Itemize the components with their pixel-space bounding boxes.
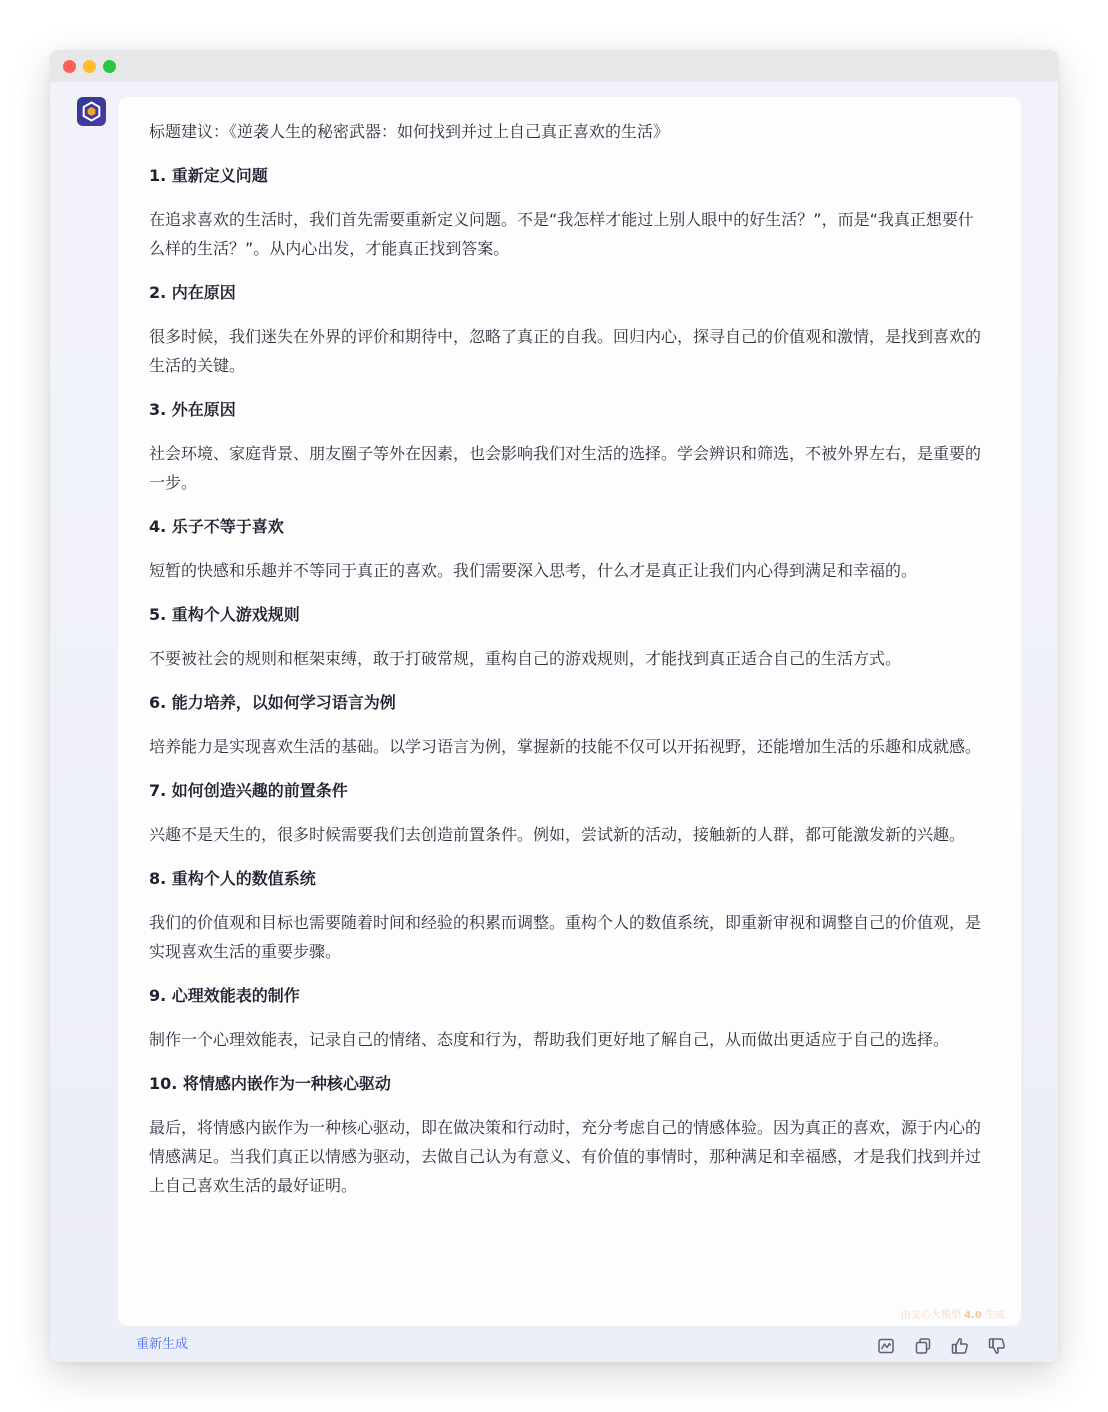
section-2 — [149, 278, 984, 380]
section-heading: 1. 重新定义问题 — [149, 166, 268, 185]
section-heading: 4. 乐子不等于喜欢 — [149, 517, 284, 536]
message-content — [149, 117, 984, 1215]
section-text: 社会环境、家庭背景、朋友圈子等外在因素，也会影响我们对生活的选择。学会辨识和筛选，不被外界左右，是重要的一步。 — [149, 444, 982, 492]
section-5 — [149, 600, 984, 673]
section-heading: 6. 能力培养，以如何学习语言为例 — [149, 693, 396, 712]
section-10 — [149, 1069, 984, 1200]
section-6 — [149, 688, 984, 761]
app-window — [50, 50, 1058, 1362]
watermark-version: 4.0 — [964, 1310, 982, 1321]
section-text: 制作一个心理效能表，记录自己的情绪、态度和行为，帮助我们更好地了解自己，从而做出更适应于自己的选择。 — [149, 1030, 950, 1049]
section-text: 很多时候，我们迷失在外界的评价和期待中，忽略了真正的自我。回归内心，探寻自己的价值观和激情，是找到喜欢的生活的关键。 — [149, 327, 982, 375]
section-heading: 7. 如何创造兴趣的前置条件 — [149, 781, 348, 800]
ernie-bot-logo-icon — [77, 97, 106, 126]
section-heading: 10. 将情感内嵌作为一种核心驱动 — [149, 1074, 391, 1093]
close-window-button[interactable] — [63, 60, 76, 73]
section-heading: 9. 心理效能表的制作 — [149, 986, 300, 1005]
section-heading: 3. 外在原因 — [149, 400, 236, 419]
section-text: 不要被社会的规则和框架束缚，敢于打破常规，重构自己的游戏规则，才能找到真正适合自己的生活方式。 — [149, 649, 902, 668]
generated-by-watermark — [901, 1306, 1005, 1321]
section-text: 我们的价值观和目标也需要随着时间和经验的积累而调整。重构个人的数值系统，即重新审视和调整自己的价值观，是实现喜欢生活的重要步骤。 — [149, 913, 982, 961]
section-text: 兴趣不是天生的，很多时候需要我们去创造前置条件。例如，尝试新的活动，接触新的人群，都可能激发新的兴趣。 — [149, 825, 966, 844]
section-heading: 2. 内在原因 — [149, 283, 236, 302]
section-text: 最后，将情感内嵌作为一种核心驱动，即在做决策和行动时，充分考虑自己的情感体验。因为真正的喜欢，源于内心的情感满足。当我们真正以情感为驱动，去做自己认为有意义、有价值的事情时，那种满足和幸福感，才是我们找到并过上自己喜欢生活的最好证明。 — [149, 1118, 982, 1195]
watermark-prefix: 由文心大模型 — [900, 1310, 965, 1321]
section-heading: 8. 重构个人的数值系统 — [149, 869, 316, 888]
maximize-window-button[interactable] — [103, 60, 116, 73]
assistant-message-card — [118, 97, 1021, 1326]
section-text: 培养能力是实现喜欢生活的基础。以学习语言为例，掌握新的技能不仅可以开拓视野，还能增加生活的乐趣和成就感。 — [149, 737, 982, 756]
section-4 — [149, 512, 984, 585]
section-3 — [149, 395, 984, 497]
section-8 — [149, 864, 984, 966]
section-7 — [149, 776, 984, 849]
image-icon[interactable] — [876, 1336, 896, 1356]
minimize-window-button[interactable] — [83, 60, 96, 73]
watermark-suffix: 生成 — [981, 1310, 1005, 1321]
copy-icon[interactable] — [913, 1336, 933, 1356]
section-text: 短暂的快感和乐趣并不等同于真正的喜欢。我们需要深入思考，什么才是真正让我们内心得到满足和幸福的。 — [149, 561, 918, 580]
regenerate-button[interactable]: 重新生成 — [136, 1337, 189, 1352]
title-suggestion: 标题建议：《逆袭人生的秘密武器：如何找到并过上自己真正喜欢的生活》 — [149, 122, 670, 141]
thumbs-down-icon[interactable] — [987, 1336, 1007, 1356]
title-bar — [50, 50, 1058, 82]
section-1 — [149, 161, 984, 263]
thumbs-up-icon[interactable] — [950, 1336, 970, 1356]
section-heading: 5. 重构个人游戏规则 — [149, 605, 300, 624]
section-text: 在追求喜欢的生活时，我们首先需要重新定义问题。不是“我怎样才能过上别人眼中的好生活？”，而是“我真正想要什么样的生活？”。从内心出发，才能真正找到答案。 — [149, 210, 974, 258]
section-9 — [149, 981, 984, 1054]
